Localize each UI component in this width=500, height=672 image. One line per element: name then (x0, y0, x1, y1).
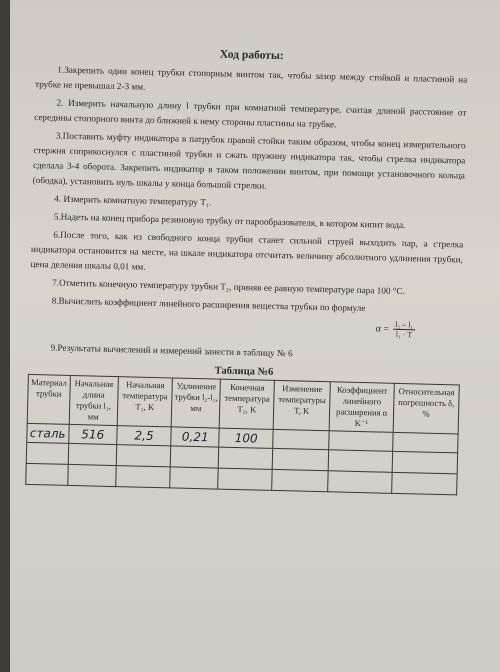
step-9: 9.Результаты вычислений и измерений занести в таблицу № 6 (50, 342, 293, 359)
cell-material: сталь (27, 423, 69, 443)
header-initial-length: Начальная длина трубки l₁, мм (69, 375, 119, 425)
step-4: 4. Измерить комнатную температуру T₁. (54, 193, 212, 208)
cell-final-temp: 100 (219, 428, 273, 448)
step-1: 1.Закрепить один конец трубки стопорным винтом так, чтобы зазор между стойкой и пластиной на трубке не превышал 2-3 мм. (34, 64, 468, 92)
cell-initial-temp: 2,5 (117, 426, 172, 446)
formula-fraction (393, 320, 415, 340)
results-table (25, 374, 460, 496)
step-7: 7.Отметить конечную температуру трубки T₂, приняв ее равную температуре пара 100 °C. (52, 277, 406, 297)
cell-relative-error (393, 432, 459, 453)
formula-lhs: α = (375, 323, 390, 335)
cell-coefficient (329, 431, 393, 452)
step-5: 5.Надеть на конец прибора резиновую трубку от парообразователя, в котором кипит вода. (53, 211, 406, 231)
formula-denominator: l₁ · T (395, 329, 413, 340)
background-edge (0, 0, 10, 672)
step-6: 6.После того, как из свободного конца трубки станет сильной струей выходить пар, а стрелка индикатора остановится на месте, на шкале индикатора отсчитать величину абсолютного удлинения трубки, цена деления шкалы 0,01 мм. (30, 229, 464, 272)
document-body (25, 44, 468, 495)
header-temp-change: Изменение температуры T, K (273, 380, 330, 430)
header-coefficient: Коэффициент линейного расширения α K⁻¹ (329, 382, 394, 433)
step-3: 3.Поставить муфту индикатора в патрубок правой стойки таким образом, чтобы конец измерительного стержня соприкоснулся с пластиной трубки и сжать пружину индикатора так, чтобы стрелка индикатора сделала 3-4 оборота. Закрепить индикатор в таком положении винтом, при помощи установочного кольца (ободка), установить нуль шкалы у конца большой стрелки. (32, 130, 466, 191)
table-title: Таблица №6 (214, 365, 274, 378)
header-relative-error: Относительная погрешность δ, % (393, 383, 459, 434)
header-elongation: Удлинение трубки l₂-l₁, мм (171, 378, 220, 428)
cell-temp-change (273, 429, 329, 449)
step-2: 2. Измерить начальную длину l трубки при комнатной температуре, считая длиной расстояние от середины стопорного винта до ближней к нему стороны пластины на трубке. (34, 97, 467, 130)
cell-elongation: 0,21 (171, 427, 220, 447)
paper-page (10, 0, 500, 672)
page-title: Ход работы: (219, 48, 284, 63)
cell-initial-length: 516 (68, 424, 117, 444)
header-material: Материал трубки (27, 374, 70, 424)
step-8: 8.Вычислить коэффициент линейного расширения вещества трубки по формуле (51, 295, 366, 314)
header-initial-temp: Начальная температура T₁, K (117, 377, 172, 427)
formula-numerator: l₂ – l₁ (393, 320, 415, 331)
header-final-temp: Конечная температура T₂, K (219, 379, 274, 429)
